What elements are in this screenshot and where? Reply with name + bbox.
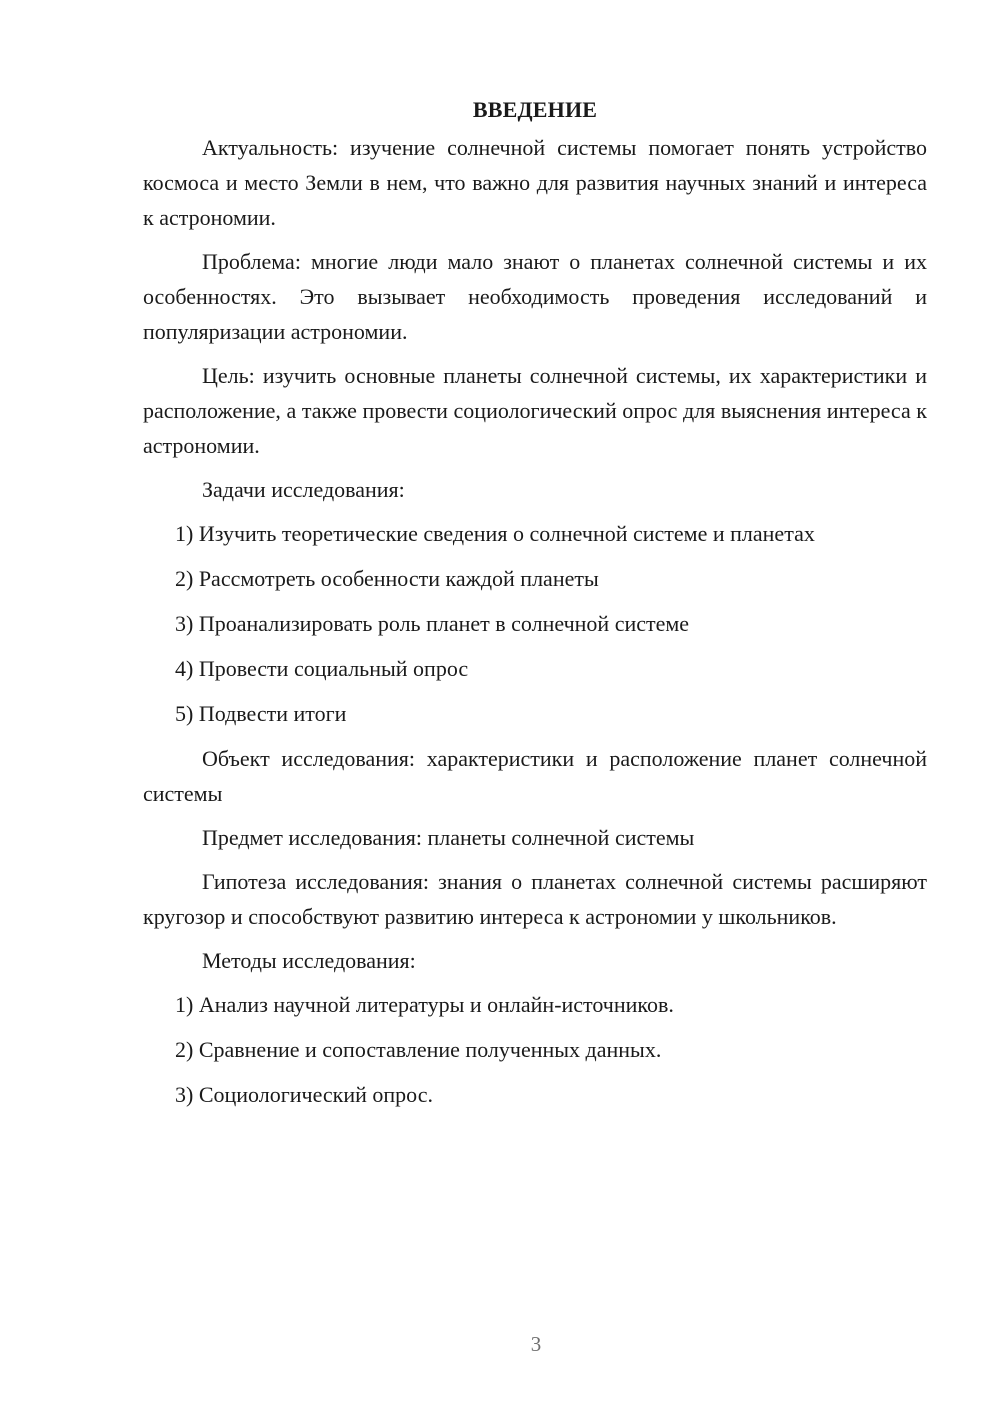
relevance-paragraph: Актуальность: изучение солнечной системы помогает понять устройство космоса и место Земли в нем, что важно для развития научных знаний и интереса к астрономии. <box>143 135 927 230</box>
task-item: 5) Подвести итоги <box>175 701 347 726</box>
task-item: 2) Рассмотреть особенности каждой планеты <box>175 566 599 591</box>
page-number: 3 <box>530 1332 542 1356</box>
object-paragraph: Объект исследования: характеристики и расположение планет солнечной системы <box>143 746 927 806</box>
tasks-heading: Задачи исследования: <box>202 477 405 502</box>
methods-heading: Методы исследования: <box>202 948 416 973</box>
method-item: 3) Социологический опрос. <box>175 1082 433 1107</box>
task-item: 3) Проанализировать роль планет в солнечной системе <box>175 611 690 636</box>
goal-paragraph: Цель: изучить основные планеты солнечной системы, их характеристики и расположение, а также провести социологический опрос для выяснения интереса к астрономии. <box>143 363 927 458</box>
task-item: 1) Изучить теоретические сведения о солнечной системе и планетах <box>175 521 815 546</box>
page-content <box>143 92 927 1122</box>
methods-list <box>143 987 927 1112</box>
task-item: 4) Провести социальный опрос <box>175 656 469 681</box>
hypothesis-paragraph: Гипотеза исследования: знания о планетах солнечной системы расширяют кругозор и способствуют развитию интереса к астрономии у школьников. <box>143 869 927 929</box>
method-item: 2) Сравнение и сопоставление полученных данных. <box>175 1037 662 1062</box>
tasks-list <box>143 516 927 731</box>
section-title: ВВЕДЕНИЕ <box>472 97 598 122</box>
subject-paragraph: Предмет исследования: планеты солнечной системы <box>202 825 695 850</box>
problem-paragraph: Проблема: многие люди мало знают о планетах солнечной системы и их особенностях. Это вызывает необходимость проведения исследований и популяризации астрономии. <box>143 249 927 344</box>
method-item: 1) Анализ научной литературы и онлайн-источников. <box>175 992 674 1017</box>
